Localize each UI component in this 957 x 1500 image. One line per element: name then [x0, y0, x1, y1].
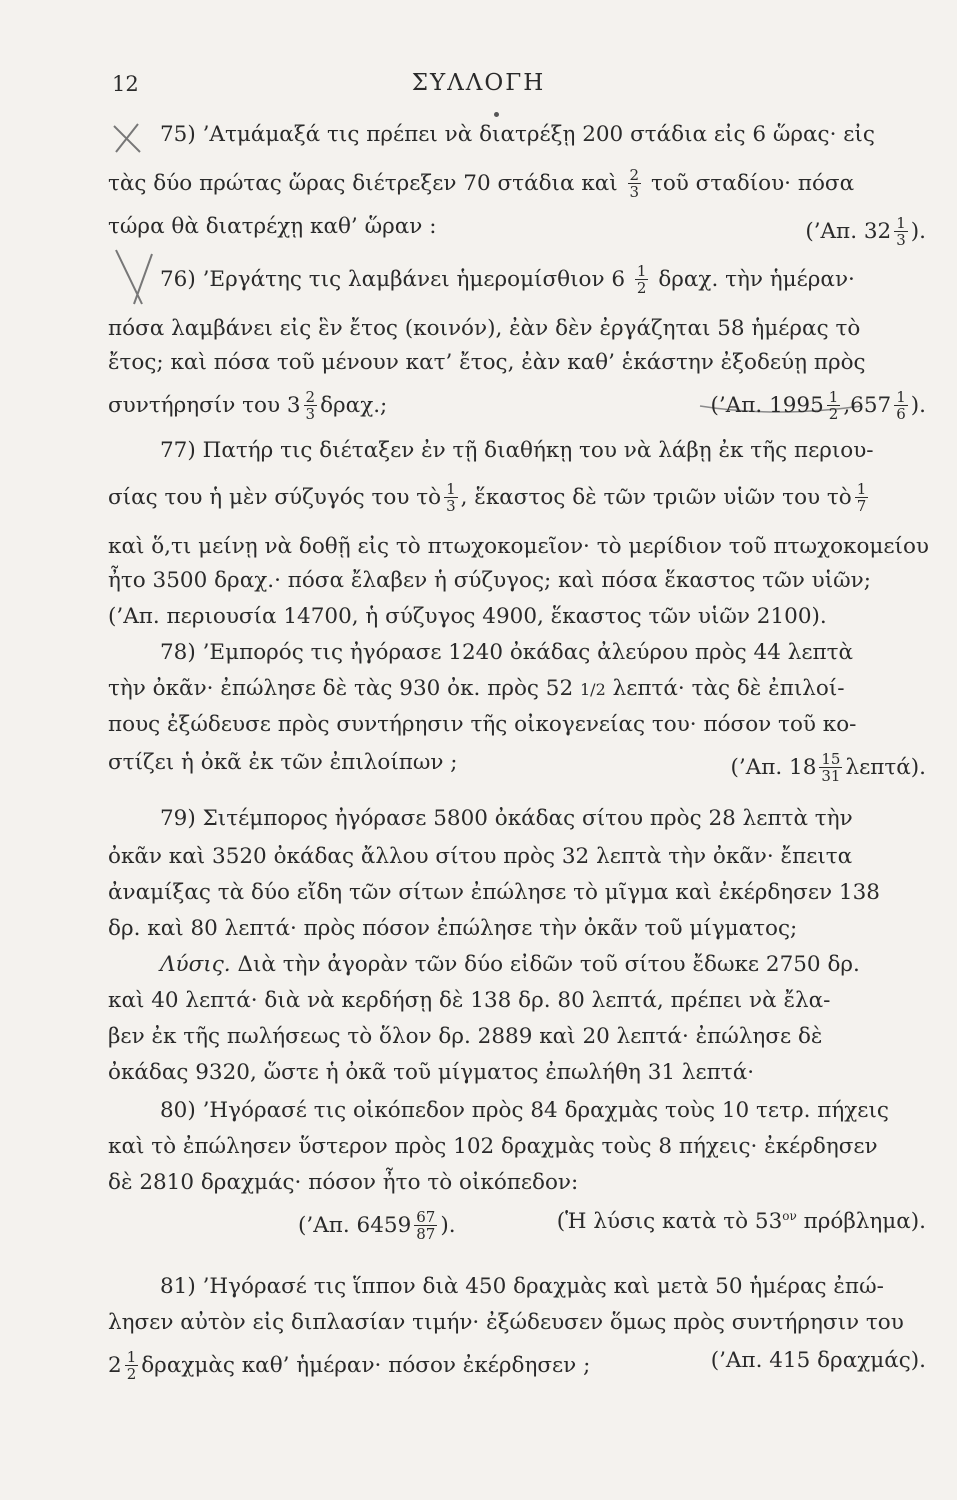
- p79-solution-line-4: ὀκάδας 9320, ὥστε ἡ ὀκᾶ τοῦ μίγματος ἐπωλήθη 31 λεπτά·: [108, 1060, 755, 1085]
- running-title: ΣΥΛΛΟΓΗ: [411, 70, 546, 96]
- p80-line-1: 80) ’Ηγόρασέ τις οἰκόπεδον πρὸς 84 δραχμὰς τοὺς 10 τετρ. πήχεις: [160, 1098, 889, 1123]
- p76-answer: (’Απ. 1995 $\frac{1}{2}$ ,657 $\frac{1}{6}$ ).: [710, 388, 926, 423]
- p78-line-4: [108, 752, 926, 784]
- p75-text: τώρα θὰ διατρέχῃ καθ’ ὥραν :: [108, 214, 437, 239]
- p81-text: 2 $\frac{1}{2}$ δραχμὰς καθ’ ἡμέραν· πόσον ἐκέρδησεν ;: [108, 1348, 591, 1383]
- p77-line-1: 77) Πατήρ τις διέταξεν ἐν τῇ διαθήκῃ του νὰ λάβῃ ἐκ τῆς περιου-: [160, 438, 874, 463]
- p76-line-3: ἔτος; καὶ πόσα τοῦ μένουν κατ’ ἔτος, ἐὰν καθ’ ἑκάστην ἐξοδεύῃ πρὸς: [108, 350, 866, 375]
- p79-line-4: δρ. καὶ 80 λεπτά· πρὸς πόσον ἐπώλησε τὴν ὀκᾶν τοῦ μίγματος;: [108, 916, 798, 941]
- p75-line-1: 75) ’Ατμάμαξά τις πρέπει νὰ διατρέξῃ 200 στάδια εἰς 6 ὥρας· εἰς: [160, 122, 875, 147]
- p79-line-3: ἀναμίξας τὰ δύο εἴδη τῶν σίτων ἐπώλησε τὸ μῖγμα καὶ ἐκέρδησεν 138: [108, 880, 880, 905]
- p80-note: (Ἡ λύσις κατὰ τὸ $53^{o\nu}$ πρόβλημα).: [556, 1209, 926, 1235]
- ink-dot: [494, 112, 499, 117]
- p78-text: στίζει ἡ ὀκᾶ ἐκ τῶν ἐπιλοίπων ;: [108, 750, 458, 775]
- page-header: [0, 66, 957, 102]
- p75-text: τοῦ σταδίου· πόσα: [650, 171, 855, 196]
- p77-line-2: σίας του ἡ μὲν σύζυγός του τὸ $\frac{1}{3}$ , ἕκαστος δὲ τῶν τριῶν υἱῶν του τὸ $\frac{1}{7}$: [108, 480, 867, 515]
- p80-line-4: [108, 1210, 926, 1242]
- p78-line-1: 78) ’Εμπορός τις ἠγόρασε 1240 ὀκάδας ἀλεύρου πρὸς 44 λεπτὰ: [160, 640, 854, 665]
- p80-line-2: καὶ τὸ ἐπώλησεν ὕστερον πρὸς 102 δραχμὰς τοὺς 8 πήχεις· ἐκέρδησεν: [108, 1134, 878, 1159]
- p81-line-2: λησεν αὐτὸν εἰς διπλασίαν τιμήν· ἐξώδευσεν ὅμως πρὸς συντήρησιν του: [108, 1310, 904, 1335]
- p78-line-3: πους ἐξώδευσε πρὸς συντήρησιν τῆς οἰκογενείας του· πόσον τοῦ κο-: [108, 712, 857, 737]
- p75-fraction: $\frac{2}{3}$: [629, 166, 640, 201]
- p77-line-4: ἦτο 3500 δραχ.· πόσα ἔλαβεν ἡ σύζυγος; καὶ πόσα ἕκαστος τῶν υἱῶν;: [108, 568, 871, 593]
- p75-text: τὰς δύο πρώτας ὥρας διέτρεξεν 70 στάδια καὶ: [108, 171, 618, 196]
- p79-line-1: 79) Σιτέμπορος ἠγόρασε 5800 ὀκάδας σίτου πρὸς 28 λεπτὰ τὴν: [160, 806, 853, 831]
- p76-line-4: [108, 388, 926, 423]
- p78-answer: (’Απ. 18 $\frac{15}{31}$ λεπτά).: [730, 750, 926, 785]
- p75-line-3: [108, 214, 926, 249]
- p75-line-2: [108, 168, 926, 200]
- p78-line-2: τὴν ὀκᾶν· ἐπώλησε δὲ τὰς 930 ὀκ. πρὸς 52 1/2 λεπτά· τὰς δὲ ἐπιλοί-: [108, 676, 845, 701]
- p77-answer: (’Απ. περιουσία 14700, ἡ σύζυγος 4900, ἕκαστος τῶν υἱῶν 2100).: [108, 604, 827, 629]
- p81-answer: (’Απ. 415 δραχμάς).: [710, 1348, 926, 1373]
- p76-line-2: πόσα λαμβάνει εἰς ἓν ἔτος (κοινόν), ἐὰν δὲν ἐργάζηται 58 ἡμέρας τὸ: [108, 316, 861, 341]
- p76-fraction: $\frac{1}{2}$: [636, 262, 647, 297]
- pencil-cross-mark-75: [108, 118, 148, 158]
- p80-answer: (’Απ. 6459 $\frac{67}{87}$ ).: [298, 1208, 456, 1243]
- p81-line-3: [108, 1350, 926, 1382]
- p76-line-1: [160, 264, 926, 296]
- p79-solution-line-3: βεν ἐκ τῆς πωλήσεως τὸ ὅλον δρ. 2889 καὶ 20 λεπτά· ἐπώλησε δὲ: [108, 1024, 823, 1049]
- page-number: 12: [112, 72, 139, 96]
- p76-text: 76) ’Εργάτης τις λαμβάνει ἡμερομίσθιον 6: [160, 267, 626, 292]
- pencil-cross-mark-76: [112, 246, 156, 308]
- p77-line-3: καὶ ὅ,τι μείνῃ νὰ δοθῇ εἰς τὸ πτωχοκομεῖον· τὸ μερίδιον τοῦ πτωχοκομείου: [108, 534, 929, 559]
- p79-line-2: ὀκᾶν καὶ 3520 ὀκάδας ἄλλου σίτου πρὸς 32 λεπτὰ τὴν ὀκᾶν· ἔπειτα: [108, 844, 853, 869]
- solution-label: Λύσις.: [160, 952, 231, 977]
- p81-line-1: 81) ’Ηγόρασέ τις ἵππον διὰ 450 δραχμὰς καὶ μετὰ 50 ἡμέρας ἐπώ-: [160, 1274, 884, 1299]
- p76-text: δραχ. τὴν ἡμέραν·: [658, 267, 855, 292]
- p80-line-3: δὲ 2810 δραχμάς· πόσον ἦτο τὸ οἰκόπεδον:: [108, 1170, 579, 1195]
- p76-text: συντήρησίν του 3 $\frac{2}{3}$ δραχ.;: [108, 388, 388, 423]
- p79-solution-line-1: Λύσις. Διὰ τὴν ἀγορὰν τῶν δύο εἰδῶν τοῦ σίτου ἔδωκε 2750 δρ.: [160, 952, 860, 977]
- p79-solution-line-2: καὶ 40 λεπτά· διὰ νὰ κερδήσῃ δὲ 138 δρ. 80 λεπτά, πρέπει νὰ ἔλα-: [108, 988, 831, 1013]
- p75-answer: (’Απ. 32 $\frac{1}{3}$ ).: [805, 214, 926, 249]
